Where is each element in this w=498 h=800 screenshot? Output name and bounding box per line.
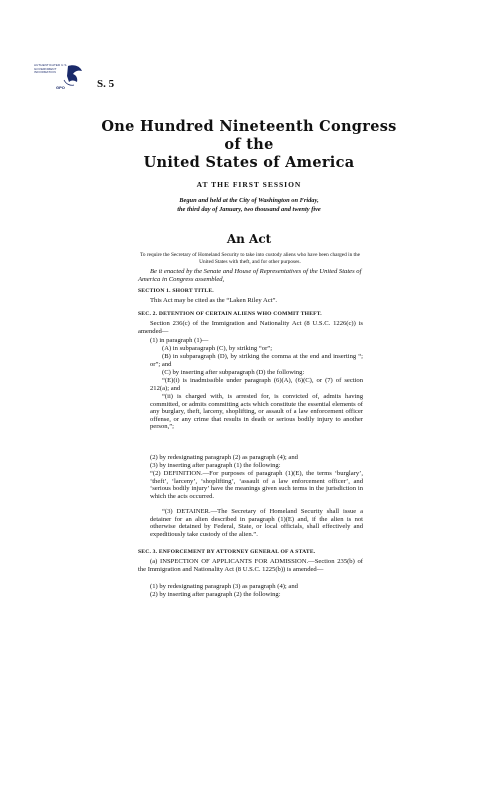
section-3-subsection-a: (a) INSPECTION OF APPLICANTS FOR ADMISSION.—Section 235(b) of the Immigration and Nationality Act (8 U.S.C. 1225(b)) is amended— <box>138 558 364 573</box>
section-2-paragraph-2: (2) by redesignating paragraph (2) as paragraph (4); and <box>150 454 298 461</box>
section-2-heading: SEC. 2. DETENTION OF CERTAIN ALIENS WHO COMMIT THEFT. <box>138 311 322 317</box>
definition-label: DEFINITION <box>163 470 201 477</box>
section-2-subparagraph-c: (C) by inserting after subparagraph (D) the following: <box>162 369 305 376</box>
section-2-definition: “(2) DEFINITION.—For purposes of paragraph (1)(E), the terms ‘burglary’, ‘theft’, ‘larceny’, ‘shoplifting’, ‘assault of a law enforcement officer’, and ‘serious bodily injury’ have the meanings given such terms in the jurisdiction in which the acts occurred. <box>150 470 363 500</box>
section-3-paragraph-1: (1) by redesignating paragraph (3) as paragraph (4); and <box>150 583 298 590</box>
section-3-paragraph-2: (2) by inserting after paragraph (2) the following: <box>150 591 281 598</box>
section-2-paragraph-1: (1) in paragraph (1)— <box>150 337 209 344</box>
section-2-quoted-e-ii: “(ii) is charged with, is arrested for, is convicted of, admits having committed, or admits committing acts which constitute the essential elements of any burglary, theft, larceny, shoplifting, or assault of a law enforcement officer offense, or any crime that results in death or serious bodily injury to another person,”; <box>150 393 363 431</box>
section-2-detainer: “(3) DETAINER.—The Secretary of Homeland Security shall issue a detainer for an alien described in paragraph (1)(E) and, if the alien is not otherwise detained by Federal, State, or local officials, shall effectively and expeditiously take custody of the alien.”. <box>150 508 363 538</box>
section-2-paragraph-3: (3) by inserting after paragraph (1) the following: <box>150 462 281 469</box>
logo-label: GPO <box>56 85 65 90</box>
session-line: AT THE FIRST SESSION <box>196 180 302 189</box>
purpose-statement: To require the Secretary of Homeland Security to take into custody aliens who have been charged in the United States with theft, and for other purposes. <box>140 252 361 265</box>
congress-title-line1: One Hundred Nineteenth Congress <box>101 118 397 135</box>
section-1-heading: SECTION 1. SHORT TITLE. <box>138 288 214 294</box>
logo-text: AUTHENTICATED U.S. GOVERNMENT INFORMATION <box>34 63 68 75</box>
section-2-quoted-e-i: “(E)(i) is inadmissible under paragraph (6)(A), (6)(C), or (7) of section 212(a); and <box>150 377 363 392</box>
section-3-heading: SEC. 3. ENFORCEMENT BY ATTORNEY GENERAL OF A STATE. <box>138 549 316 555</box>
begun-line1: Begun and held at the City of Washington on Friday, <box>179 197 319 204</box>
congress-title-line3: United States of America <box>143 154 355 171</box>
detainer-label: DETAINER <box>176 508 209 515</box>
congress-title-line2: of the <box>224 136 274 153</box>
enacting-clause: Be it enacted by the Senate and House of Representatives of the United States of America in Congress assembled, <box>138 268 362 283</box>
section-2-subparagraph-a: (A) in subparagraph (C), by striking “or”; <box>162 345 273 352</box>
subsection-a-label: INSPECTION OF APPLICANTS FOR ADMISSION <box>160 558 307 565</box>
begun-line2: the third day of January, two thousand and twenty five <box>177 206 321 213</box>
an-act-heading: An Act <box>226 232 272 246</box>
section-2-intro: Section 236(c) of the Immigration and Nationality Act (8 U.S.C. 1226(c)) is amended— <box>138 320 363 335</box>
section-2-subparagraph-b: (B) in subparagraph (D), by striking the comma at the end and inserting “; or”; and <box>150 353 363 368</box>
section-1-text: This Act may be cited as the “Laken Riley Act”. <box>150 297 278 304</box>
bill-number: S. 5 <box>97 78 115 90</box>
